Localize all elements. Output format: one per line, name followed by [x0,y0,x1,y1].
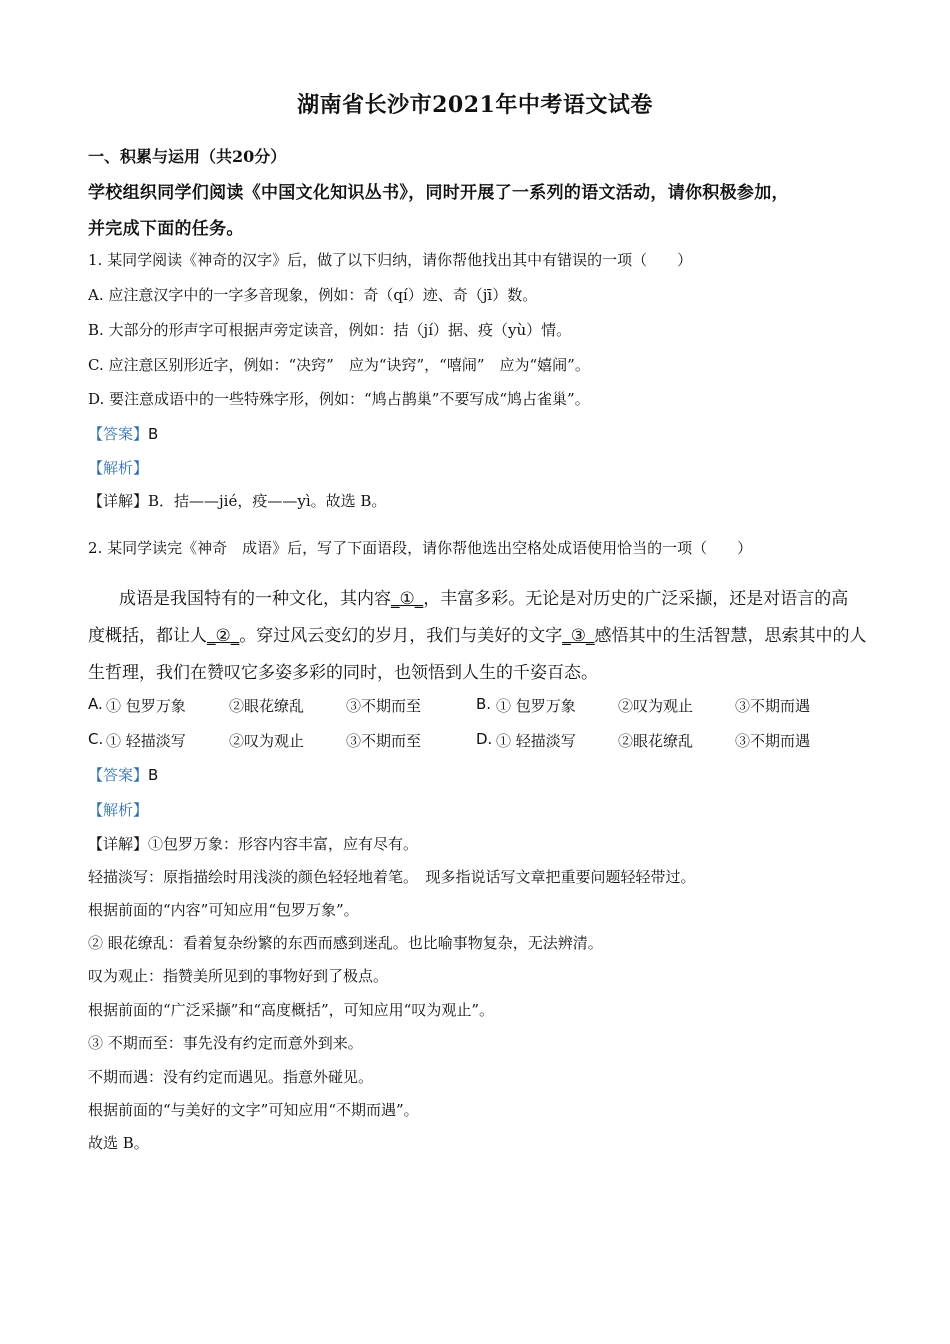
q2-detail-line: 故选 B。 [88,1134,149,1152]
q2-detail-line: 根据前面的“内容”可知应用“包罗万象”。 [88,901,359,919]
q2-detail-line: 轻描淡写：原指描绘时用浅淡的颜色轻轻地着笔。 现多指说话写文章把重要问题轻轻带过。 [88,868,696,886]
option-item: ③不期而至 [346,697,422,715]
passage-text: 成语是我国特有的一种文化，其内容 [119,589,391,609]
q2-detail-line: 不期而遇：没有约定而遇见。指意外碰见。 [88,1068,374,1086]
option-item: ① 包罗万象 [106,697,186,715]
q1-option-a: A. 应注意汉字中的一字多音现象，例如：奇（qí）迹、奇（jī）数。 [88,286,538,304]
q2-passage-line-1 [119,584,848,609]
option-item: ① 轻描淡写 [106,732,186,750]
blank-3: _③_ [562,626,595,646]
q1-answer [88,423,158,444]
answer-label: 【答案】 [88,425,149,443]
q2-detail-line: 【详解】①包罗万象：形容内容丰富，应有尽有。 [88,835,419,853]
q2-answer [88,764,158,785]
option-item: ① 包罗万象 [496,697,576,715]
option-item: ③不期而遇 [735,732,811,750]
option-item: ③不期而遇 [735,697,811,715]
task-intro-line-2: 并完成下面的任务。 [88,219,244,239]
q2-detail-line: ③ 不期而至：事先没有约定而意外到来。 [88,1034,363,1052]
q2-detail-line: 根据前面的“与美好的文字”可知应用“不期而遇”。 [88,1101,419,1119]
q1-stem: 1. 某同学阅读《神奇的汉字》后，做了以下归纳，请你帮他找出其中有错误的一项（ ） [88,251,693,269]
answer-label: 【答案】 [88,766,149,784]
q1-detail: 【详解】B．拮——jié，疫——yì。故选 B。 [88,492,387,510]
task-intro-line-1: 学校组织同学们阅读《中国文化知识丛书》，同时开展了一系列的语文活动，请你积极参加， [88,183,789,203]
answer-value: B [148,766,159,784]
q2-detail-line: ② 眼花缭乱：看着复杂纷繁的东西而感到迷乱。也比喻事物复杂，无法辨清。 [88,934,603,952]
q2-detail-line: 根据前面的“广泛采撷”和“高度概括”，可知应用“叹为观止”。 [88,1001,495,1019]
q1-option-b: B. 大部分的形声字可根据声旁定读音，例如：拮（jí）据、疫（yù）情。 [88,321,572,339]
section-heading: 一、积累与运用（共20分） [88,147,287,166]
passage-text: 。穿过风云变幻的岁月，我们与美好的文字 [239,626,563,646]
q1-analysis-label: 【解析】 [88,459,149,477]
option-item: ① 轻描淡写 [496,732,576,750]
option-letter: C. [88,730,104,748]
passage-text: 度概括，都让人 [88,626,207,646]
option-item: ②眼花缭乱 [229,697,305,715]
blank-1: _①_ [391,589,424,609]
option-item: ③不期而至 [346,732,422,750]
q2-passage-line-2 [88,621,867,646]
q1-option-d: D. 要注意成语中的一些特殊字形，例如：“鸠占鹊巢”不要写成“鸠占雀巢”。 [88,390,590,408]
passage-text: 感悟其中的生活智慧，思索其中的人 [594,626,867,646]
q2-passage-line-3: 生哲理，我们在赞叹它多姿多彩的同时，也领悟到人生的千姿百态。 [88,663,598,683]
blank-2: _②_ [207,626,240,646]
q2-analysis-label: 【解析】 [88,801,149,819]
option-letter: B. [476,695,492,713]
q1-option-c: C. 应注意区别形近字，例如：“决窍” 应为“诀窍”，“嘻闹” 应为“嬉闹”。 [88,356,590,374]
page-title: 湖南省长沙市2021年中考语文试卷 [297,92,653,118]
option-letter: A. [88,695,103,713]
answer-value: B [148,425,159,443]
passage-text: ，丰富多彩。无论是对历史的广泛采撷，还是对语言的高 [423,589,849,609]
option-item: ②叹为观止 [618,697,694,715]
option-letter: D. [476,730,493,748]
option-item: ②眼花缭乱 [618,732,694,750]
option-item: ②叹为观止 [229,732,305,750]
q2-detail-line: 叹为观止：指赞美所见到的事物好到了极点。 [88,967,389,985]
q2-stem: 2. 某同学读完《神奇 成语》后，写了下面语段，请你帮他选出空格处成语使用恰当的一项（ ） [88,539,753,557]
